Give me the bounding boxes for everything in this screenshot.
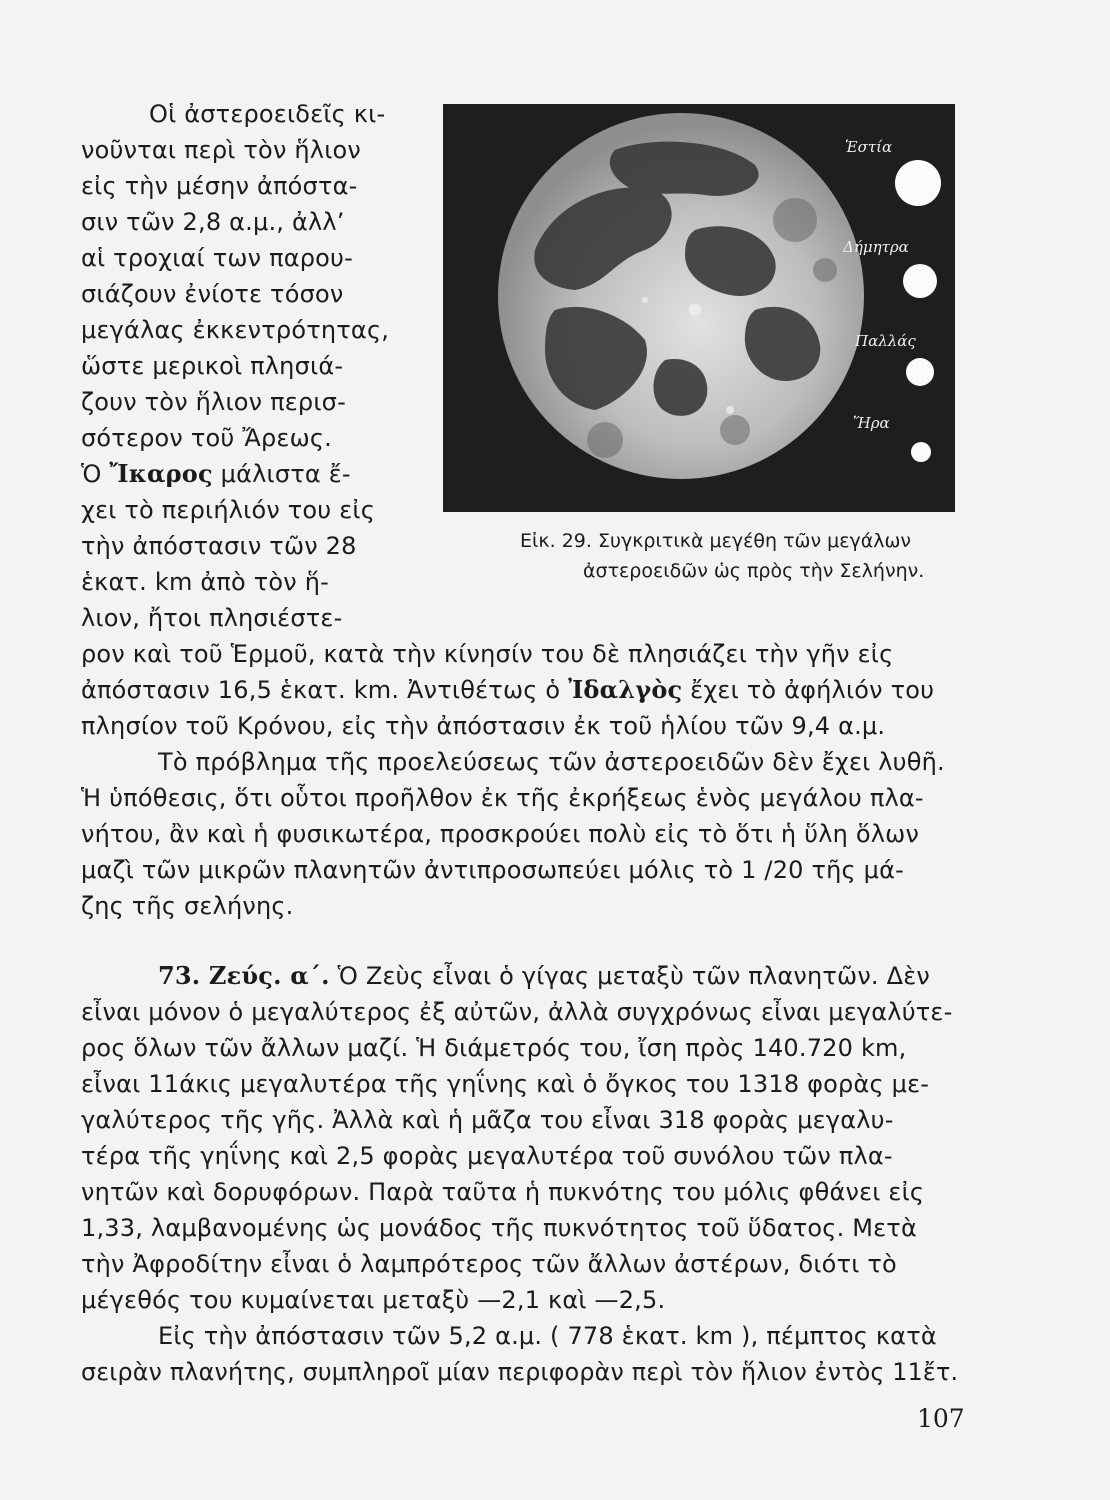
text-line: Εἰς τὴν ἀπόστασιν τῶν 5,2 α.μ. ( 778 ἑκατ. km ), πέμπτος κατὰ	[158, 1322, 937, 1350]
text-line: νοῦνται περὶ τὸν ἥλιον	[81, 136, 362, 164]
text-line: ἑκατ. km ἀπὸ τὸν ἥ-	[81, 568, 329, 596]
text-line: 1,33, λαμβανομένης ὡς μονάδος τῆς πυκνότητος τοῦ ὕδατος. Μετὰ	[81, 1214, 917, 1242]
text-span: μάλιστα ἔ-	[212, 460, 351, 488]
text-line: εἶναι 11άκις μεγαλυτέρα τῆς γηΐνης καὶ ὁ ὄγκος του 1318 φορὰς με-	[81, 1070, 930, 1098]
text-span: Ὁ	[81, 460, 110, 488]
asteroid-disc-ceres	[903, 264, 937, 298]
text-line: γαλύτερος τῆς γῆς. Ἀλλὰ καὶ ἡ μᾶζα του εἶναι 318 φορὰς μεγαλυ-	[81, 1106, 894, 1134]
figure-caption-line: ἀστεροειδῶν ὡς πρὸς τὴν Σελήνην.	[583, 560, 925, 582]
asteroid-disc-pallas	[906, 358, 934, 386]
text-line: σιν τῶν 2,8 α.μ., ἀλλ’	[81, 208, 345, 236]
page-number: 107	[917, 1404, 965, 1433]
term-idalgos: Ἰδαλγὸς	[568, 675, 683, 704]
text-line: Οἱ ἀστεροειδεῖς κι-	[149, 100, 386, 128]
figure-caption-line: Εἰκ. 29. Συγκριτικὰ μεγέθη τῶν μεγάλων	[520, 530, 912, 552]
text-line: τὴν ἀπόστασιν τῶν 28	[81, 532, 357, 560]
text-line: Ἡ ὑπόθεσις, ὅτι οὗτοι προῆλθον ἐκ τῆς ἐκρήξεως ἑνὸς μεγάλου πλα-	[81, 784, 924, 812]
text-line: τέρα τῆς γηΐνης καὶ 2,5 φορὰς μεγαλυτέρα τοῦ συνόλου τῶν πλα-	[81, 1142, 893, 1170]
asteroid-disc-vesta	[895, 160, 941, 206]
text-line: μέγεθός του κυμαίνεται μεταξὺ —2,1 καὶ —2,5.	[81, 1286, 666, 1314]
text-line: σιάζουν ἐνίοτε τόσον	[81, 280, 344, 308]
term-ikaros: Ἴκαρος	[109, 459, 213, 488]
text-line: νητῶν καὶ δορυφόρων. Παρὰ ταῦτα ἡ πυκνότης του μόλις φθάνει εἰς	[81, 1178, 925, 1206]
text-line: ζουν τὸν ἥλιον περισ-	[81, 388, 346, 416]
text-span: ἀπόστασιν 16,5 ἑκατ. km. Ἀντιθέτως ὁ	[81, 676, 569, 704]
text-line: ὥστε μερικοὶ πλησιά-	[81, 352, 344, 380]
text-line	[81, 457, 351, 491]
text-line: ρον καὶ τοῦ Ἑρμοῦ, κατὰ τὴν κίνησίν του δὲ πλησιάζει τὴν γῆν εἰς	[81, 640, 894, 668]
asteroid-disc-juno	[911, 442, 931, 462]
asteroid-label-vesta: Ἑστία	[845, 138, 893, 156]
text-line: μεγάλας ἐκκεντρότητας,	[81, 316, 390, 344]
text-line: λιον, ἤτοι πλησιέστε-	[81, 604, 343, 632]
section-heading: 73. Ζεύς. α΄.	[158, 961, 330, 990]
asteroid-label-pallas: Παλλάς	[855, 332, 916, 350]
text-line: χει τὸ περιήλιόν του εἰς	[81, 496, 376, 524]
text-line: Τὸ πρόβλημα τῆς προελεύσεως τῶν ἀστεροειδῶν δὲν ἔχει λυθῆ.	[158, 748, 945, 776]
text-line	[158, 959, 930, 993]
asteroid-label-ceres: Δήμητρα	[843, 238, 909, 256]
text-line: σότερον τοῦ Ἄρεως.	[81, 424, 332, 452]
text-line	[81, 673, 934, 707]
moon-image	[495, 110, 867, 482]
asteroid-label-juno: Ἥρα	[853, 414, 890, 432]
text-line: ρος ὅλων τῶν ἄλλων μαζί. Ἡ διάμετρός του, ἴση πρὸς 140.720 km,	[81, 1034, 907, 1062]
text-line: νήτου, ἂν καὶ ἡ φυσικωτέρα, προσκρούει πολὺ εἰς τὸ ὅτι ἡ ὕλη ὅλων	[81, 820, 920, 848]
text-line: εἶναι μόνον ὁ μεγαλύτερος ἐξ αὐτῶν, ἀλλὰ συγχρόνως εἶναι μεγαλύτε-	[81, 998, 953, 1026]
text-line: αἱ τροχιαί των παρου-	[81, 244, 354, 272]
text-line: σειρὰν πλανήτης, συμπληροῖ μίαν περιφορὰν περὶ τὸν ἥλιον ἐντὸς 11ἔτ.	[81, 1358, 959, 1386]
text-line: εἰς τὴν μέσην ἀπόστα-	[81, 172, 358, 200]
text-line: ζης τῆς σελήνης.	[81, 892, 294, 920]
text-span: Ὁ Ζεὺς εἶναι ὁ γίγας μεταξὺ τῶν πλανητῶν. Δὲν	[329, 962, 930, 990]
text-line: μαζὶ τῶν μικρῶν πλανητῶν ἀντιπροσωπεύει μόλις τὸ 1 /20 τῆς μά-	[81, 856, 904, 884]
text-line: πλησίον τοῦ Κρόνου, εἰς τὴν ἀπόστασιν ἐκ τοῦ ἡλίου τῶν 9,4 α.μ.	[81, 712, 886, 740]
text-span: ἔχει τὸ ἀφήλιόν του	[682, 676, 935, 704]
moon-asteroids-figure	[443, 104, 955, 512]
text-line: τὴν Ἀφροδίτην εἶναι ὁ λαμπρότερος τῶν ἄλλων ἀστέρων, διότι τὸ	[81, 1250, 897, 1278]
